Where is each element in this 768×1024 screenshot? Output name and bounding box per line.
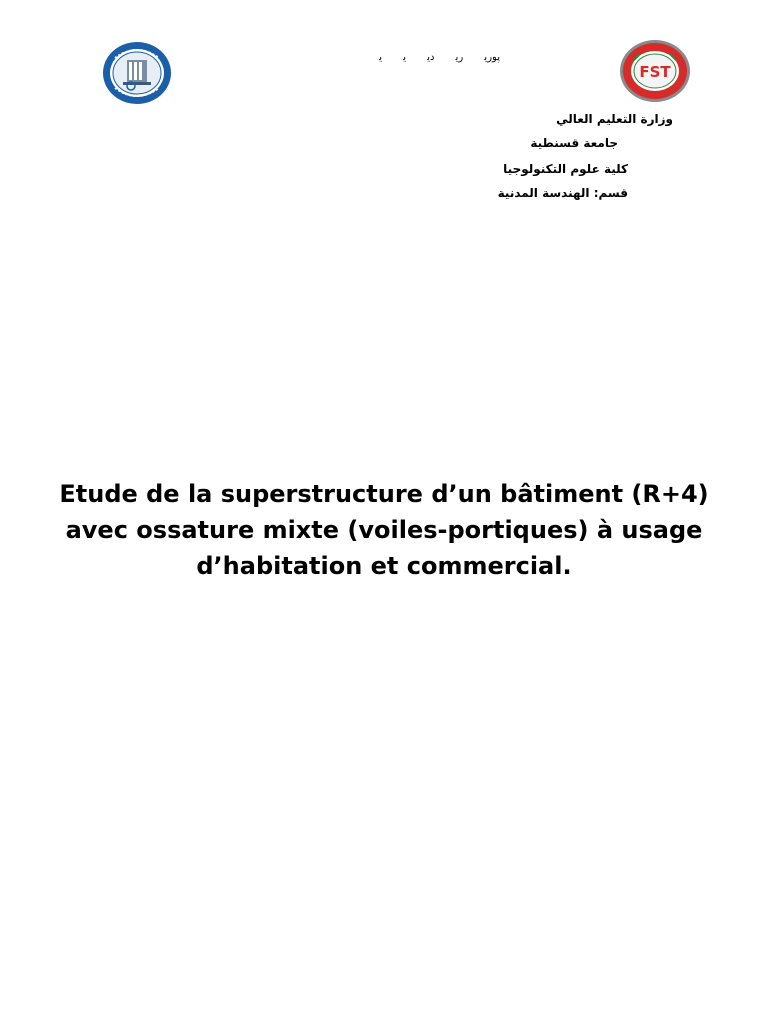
university-seal-logo	[101, 40, 173, 106]
document-title	[40, 476, 728, 584]
title-line-2: avec ossature mixte (voiles-portiques) à usage	[65, 516, 703, 544]
faculty-name: كلية علوم التكنولوجيا	[503, 162, 628, 176]
fst-logo-text: FST	[639, 63, 671, 81]
title-line-3: d’habitation et commercial.	[196, 552, 572, 580]
ministry-name: وزارة التعليم العالي	[556, 112, 673, 126]
department-name: قسم: الهندسة المدنية	[497, 186, 628, 200]
title-line-1: Etude de la superstructure d’un bâtiment (R+4)	[59, 480, 709, 508]
university-name: جامعة قسنطية	[530, 136, 618, 150]
faculty-fst-logo	[618, 38, 692, 104]
header-garbled-text: ﭘﻮرﻳ رﻳ دﻳ ﻳ ﻳ	[379, 52, 500, 63]
